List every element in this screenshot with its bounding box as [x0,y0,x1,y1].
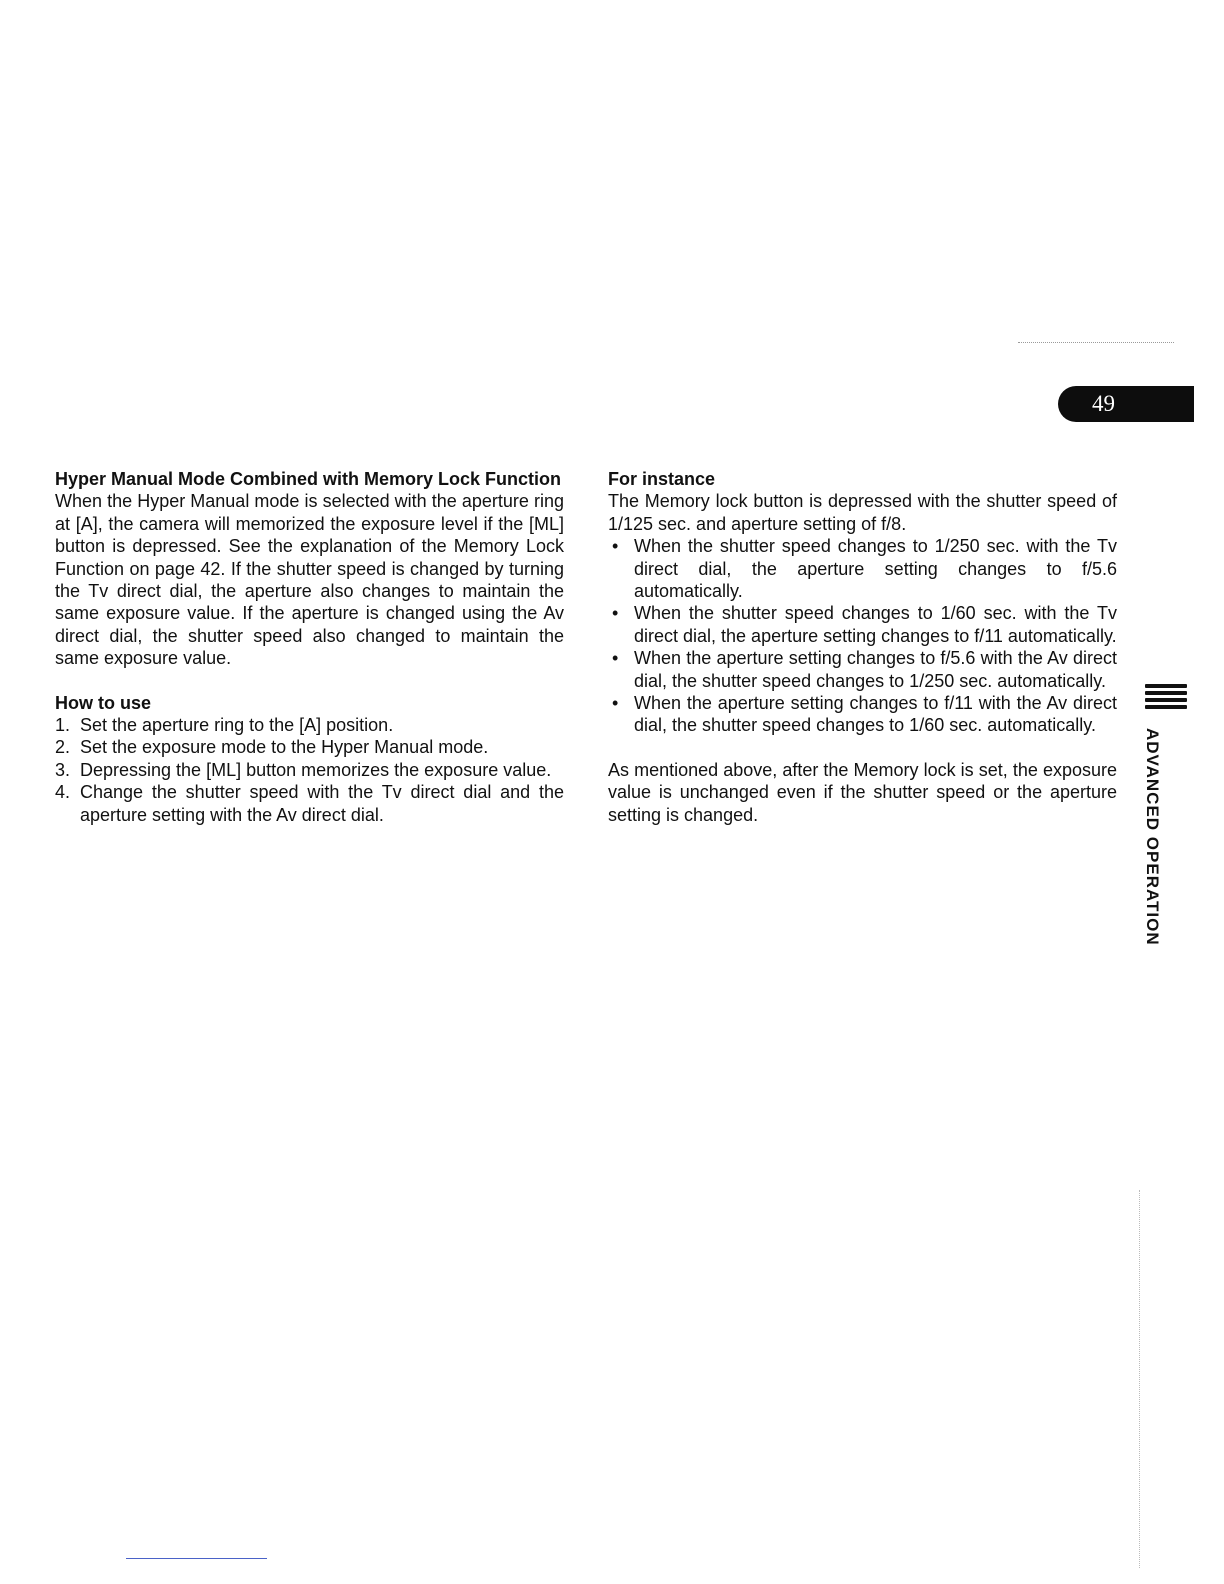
list-item [55,759,564,781]
list-item [608,692,1117,737]
right-column [608,468,1117,826]
side-tab-label: ADVANCED OPERATION [1143,728,1162,946]
steps-list [55,714,564,826]
section-body: When the Hyper Manual mode is selected with the aperture ring at [A], the camera will memorized the exposure level if the [ML] button is depressed. See the explanation of the Memory Lock Function on page 42. If the shutter speed is changed by turning the Tv direct dial, the aperture also changes to maintain the same exposure value. If the aperture is changed using the Av direct dial, the shutter speed also changed to maintain the same exposure value. [55,491,564,669]
bullet-text: When the shutter speed changes to 1/250 sec. with the Tv direct dial, the aperture setting changes to f/5.6 automatically. [634,536,1117,602]
bullet-icon: • [612,603,619,624]
step-text: Set the exposure mode to the Hyper Manual mode. [80,737,489,758]
step-text: Depressing the [ML] button memorizes the exposure value. [80,759,552,780]
bullet-icon: • [612,648,619,669]
example-intro: The Memory lock button is depressed with the shutter speed of 1/125 sec. and aperture setting of f/8. [608,491,1117,534]
example-heading: For instance [608,469,716,489]
bullet-icon: • [612,536,619,557]
edge-dotted-rule [1139,1190,1140,1568]
list-item [55,736,564,758]
step-number: 1. [55,715,71,736]
list-item [608,535,1117,602]
bullet-text: When the aperture setting changes to f/11 with the Av direct dial, the shutter speed changes to 1/60 sec. automatically. [634,693,1117,736]
section-heading: Hyper Manual Mode Combined with Memory Lock Function [55,469,562,489]
example-conclusion: As mentioned above, after the Memory lock is set, the exposure value is unchanged even if the shutter speed or the aperture setting is changed. [608,759,1117,825]
list-item [608,602,1117,647]
left-column [55,468,564,826]
bullet-text: When the aperture setting changes to f/5.6 with the Av direct dial, the shutter speed changes to 1/250 sec. automatically. [634,648,1117,691]
step-number: 3. [55,759,71,780]
top-dotted-rule [1018,342,1174,343]
bottom-rule [126,1558,267,1559]
example-bullets [608,535,1117,737]
step-number: 4. [55,782,71,803]
bullet-icon: • [612,693,619,714]
page-number-badge: 49 [1058,386,1194,422]
list-item [55,781,564,826]
step-text: Change the shutter speed with the Tv direct dial and the aperture setting with the Av direct dial. [80,782,564,825]
section-marker-icon [1145,684,1187,712]
how-to-use-heading: How to use [55,692,152,713]
bullet-text: When the shutter speed changes to 1/60 sec. with the Tv direct dial, the aperture setting changes to f/11 automatically. [634,603,1117,646]
list-item [608,647,1117,692]
step-number: 2. [55,737,71,758]
list-item [55,714,564,736]
step-text: Set the aperture ring to the [A] position. [80,715,394,736]
